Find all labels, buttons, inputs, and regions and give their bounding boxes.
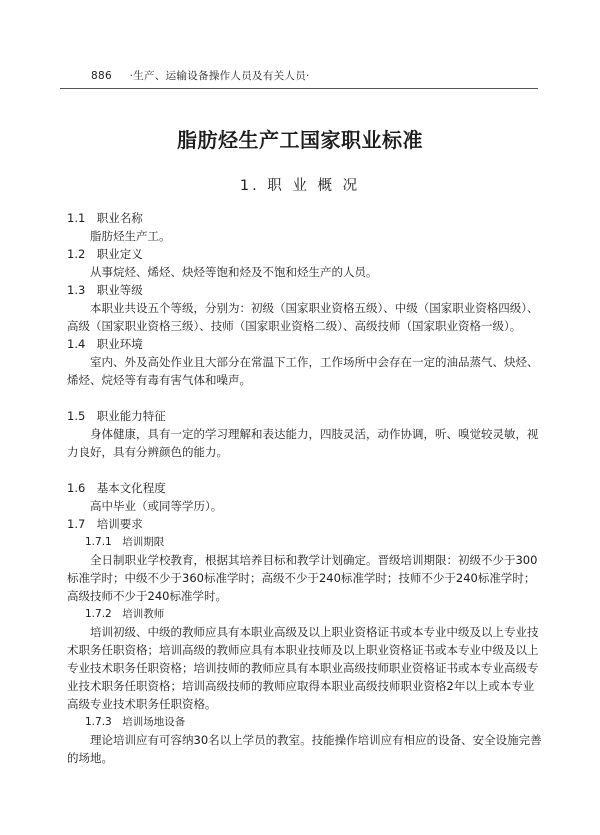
- section-title: 1. 职 业 概 况: [239, 178, 361, 194]
- heading-1-7-1: 1.7.1 培训期限: [85, 536, 165, 548]
- heading-1-5: 1.5 职业能力特征: [67, 409, 166, 423]
- paragraph-1-7-2: 培训初级、中级的教师应具有本职业高级及以上职业资格证书或本专业中级及以上专业技术职务任职资格；培训高级的教师应具有本职业技师及以上职业资格证书或本专业中级及以上专业技术职务任职资格；培训技师的教师应具有本职业高级技师职业资格证书或本专业高级专业技术职务任职资格；培训高级技师的教师应取得本职业高级技师职业资格2年以上或本专业高级专业技术职务任职资格。: [67, 625, 539, 711]
- spacer: [67, 389, 543, 407]
- paragraph-1-5: 身体健康，具有一定的学习理解和表达能力，四肢灵活，动作协调，听、嗅觉较灵敏，视力良好，具有分辨颜色的能力。: [67, 427, 539, 459]
- document-title: 脂肪烃生产工国家职业标准: [177, 128, 423, 152]
- spacer: [67, 461, 543, 479]
- paragraph-1-1: 脂肪烃生产工。: [90, 229, 171, 243]
- heading-1-7-3: 1.7.3 培训场地设备: [85, 716, 186, 728]
- page-number: 886: [91, 70, 112, 82]
- paragraph-1-2: 从事烷烃、烯烃、炔烃等饱和烃及不饱和烃生产的人员。: [90, 265, 378, 279]
- heading-1-1: 1.1 职业名称: [67, 211, 143, 225]
- heading-1-7: 1.7 培训要求: [67, 517, 143, 531]
- paragraph-1-3: 本职业共设五个等级，分别为：初级（国家职业资格五级）、中级（国家职业资格四级）、高级（国家职业资格三级）、技师（国家职业资格二级）、高级技师（国家职业资格一级）。: [67, 301, 539, 333]
- heading-1-4: 1.4 职业环境: [67, 337, 143, 351]
- running-header: [91, 68, 310, 83]
- heading-1-3: 1.3 职业等级: [67, 283, 143, 297]
- paragraph-1-4: 室内、外及高处作业且大部分在常温下工作，工作场所中会存在一定的油品蒸气、炔烃、烯烃、烷烃等有毒有害气体和噪声。: [67, 355, 539, 387]
- paragraph-1-7-3: 理论培训应有可容纳30名以上学员的教室。技能操作培训应有相应的设备、安全设施完善的场地。: [67, 733, 542, 765]
- paragraph-1-7-1: 全日制职业学校教育，根据其培养目标和教学计划确定。晋级培训期限：初级不少于300标准学时；中级不少于360标准学时；高级不少于240标准学时；技师不少于240标准学时；高级技师不少于240标准学时。: [67, 553, 538, 603]
- header-rule: [60, 88, 538, 89]
- running-title: ·生产、运输设备操作人员及有关人员·: [129, 70, 310, 82]
- paragraph-1-6: 高中毕业（或同等学历）。: [90, 499, 223, 513]
- heading-1-2: 1.2 职业定义: [67, 247, 143, 261]
- heading-1-6: 1.6 基本文化程度: [67, 481, 166, 495]
- heading-1-7-2: 1.7.2 培训教师: [85, 608, 165, 620]
- document-body: [67, 209, 543, 767]
